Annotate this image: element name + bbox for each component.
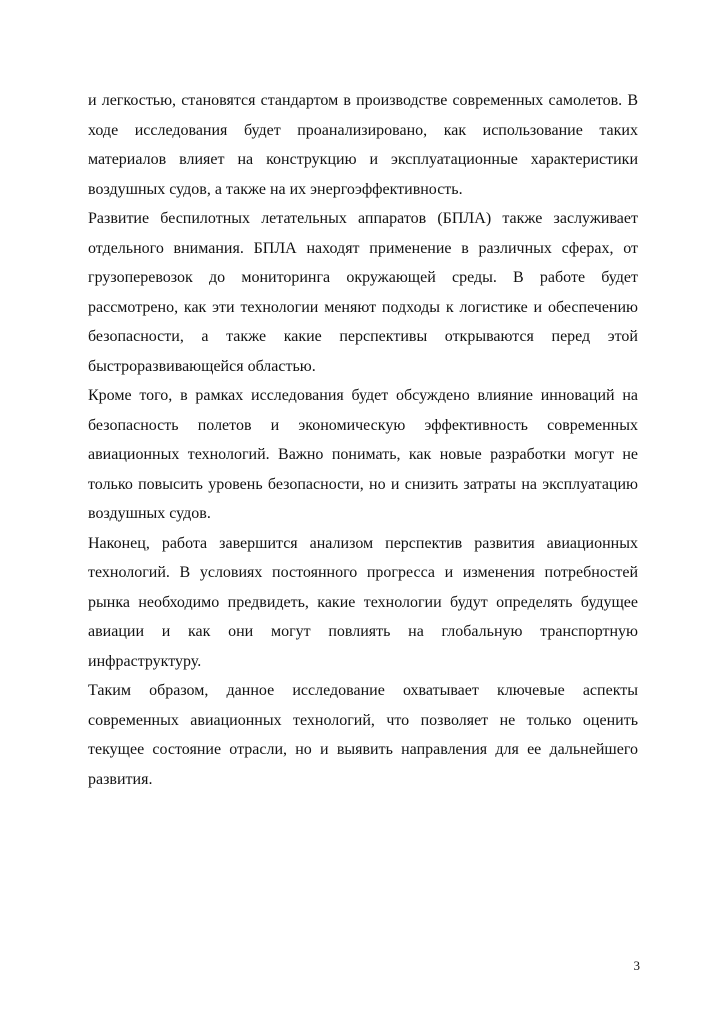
body-text: [88, 86, 638, 794]
page-number: 3: [633, 958, 640, 973]
paragraph-2: Развитие беспилотных летательных аппаратов (БПЛА) также заслуживает отдельного внимания. БПЛА находят применение в различных сферах, от грузоперевозок до мониторинга окружающей среды. В работе будет рассмотрено, как эти технологии меняют подходы к логистике и обеспечению безопасности, а также какие перспективы открываются перед этой быстроразвивающейся областью.: [88, 210, 638, 375]
paragraph-1: и легкостью, становятся стандартом в производстве современных самолетов. В ходе исследования будет проанализировано, как использование таких материалов влияет на конструкцию и эксплуатационные характеристики воздушных судов, а также на их энергоэффективность.: [88, 92, 638, 198]
paragraph-4: Наконец, работа завершится анализом перспектив развития авиационных технологий. В условиях постоянного прогресса и изменения потребностей рынка необходимо предвидеть, какие технологии будут определять будущее авиации и как они могут повлиять на глобальную транспортную инфраструктуру.: [88, 534, 638, 670]
paragraph-5: Таким образом, данное исследование охватывает ключевые аспекты современных авиационных технологий, что позволяет не только оценить текущее состояние отрасли, но и выявить направления для ее дальнейшего развития.: [88, 682, 638, 788]
paragraph-3: Кроме того, в рамках исследования будет обсуждено влияние инноваций на безопасность полетов и экономическую эффективность современных авиационных технологий. Важно понимать, как новые разработки могут не только повысить уровень безопасности, но и снизить затраты на эксплуатацию воздушных судов.: [88, 387, 638, 522]
